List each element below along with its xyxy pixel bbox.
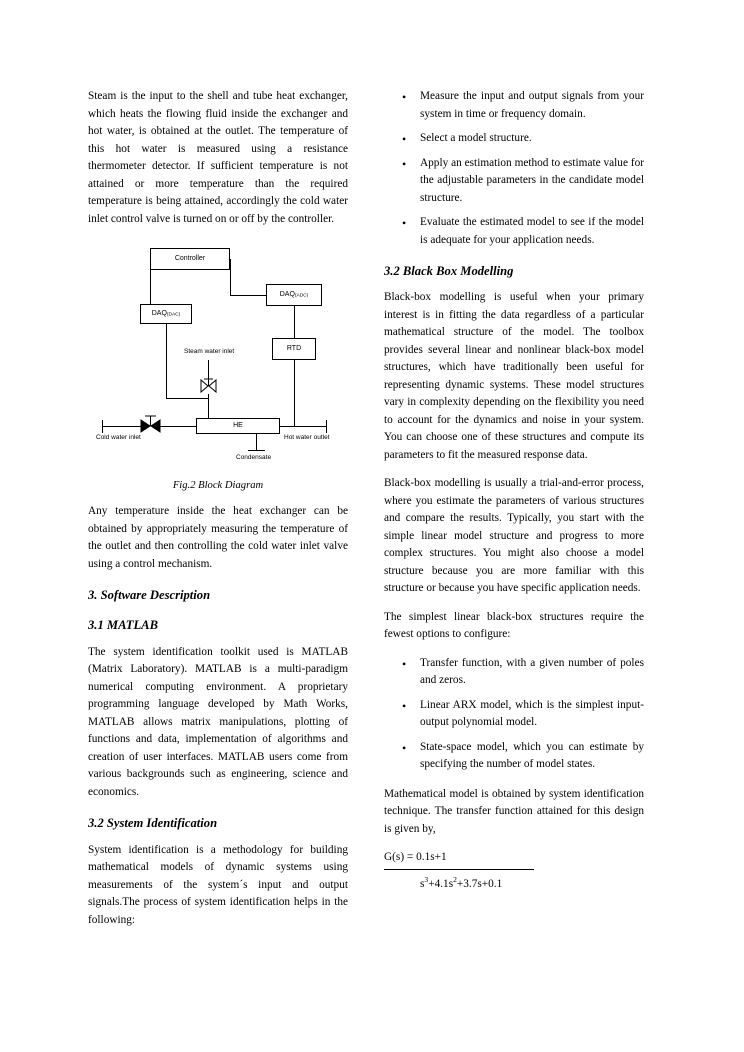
line-rtd-to-output	[294, 360, 295, 426]
line-controller-to-adc-v	[230, 259, 231, 295]
rtd-label: RTD	[286, 345, 302, 353]
diagram-block-rtd	[272, 338, 316, 360]
steam-valve-icon	[200, 378, 217, 394]
diagram-block-controller	[150, 248, 230, 270]
equation-numerator: G(s) = 0.1s+1	[384, 851, 447, 864]
intro-paragraph: Steam is the input to the shell and tube heat exchanger, which heats the flowing fluid inside the exchanger and hot water, is obtained at the outlet. The temperature of this hot water is measured using a resistance thermometer detector. If sufficient temperature is not attained or more temperature than the required temperature is being attained, accordingly the cold water inlet control valve is turned on or off by the controller.	[88, 90, 348, 225]
two-column-layout	[88, 88, 656, 1012]
right-column	[384, 88, 644, 1012]
den-tail: +3.7s+0.1	[456, 877, 503, 890]
daq-dac-label	[152, 310, 181, 318]
figure-caption: Fig.2 Block Diagram	[172, 480, 264, 491]
label-steam-water-inlet: Steam water inlet	[184, 348, 235, 355]
list-item: • Select a model structure.	[402, 130, 644, 148]
daq-adc-text: DAQ	[279, 291, 295, 299]
line-cold-inlet-cap	[102, 420, 103, 433]
list-item: • Measure the input and output signals from your system in time or frequency domain.	[402, 88, 644, 123]
left-column	[88, 88, 348, 1012]
heading-black-box-modelling: 3.2 Black Box Modelling	[384, 264, 514, 278]
list-item: • Apply an estimation method to estimate value for the adjustable parameters in the candidate model structure.	[402, 155, 644, 208]
line-valve-to-he	[160, 426, 196, 427]
label-cold-water-inlet: Cold water inlet	[96, 434, 141, 441]
daq-adc-sub: (ADC)	[294, 293, 309, 299]
line-steam-inlet-bottom	[208, 394, 209, 418]
blackbox-paragraph-2: Black-box modelling is usually a trial-and-error process, where you estimate the parameters of various structures and compare the results. Typically, you start with the simple linear model structure and progress to more complex structures. You might also choose a model structure because you are more familiar with this structure or because you have specific application needs.	[384, 477, 644, 595]
diagram-block-daq-adc	[266, 284, 322, 306]
list-item: • Linear ARX model, which is the simplest input-output polynomial model.	[402, 697, 644, 732]
he-label: HE	[233, 422, 243, 430]
system-identification-paragraph: System identification is a methodology for building mathematical models of dynamic systems using measurements of the system´s input and output signals.The process of system identification helps in the following:	[88, 843, 348, 926]
label-condensate: Condensate	[236, 454, 272, 461]
list-item: • Evaluate the estimated model to see if the model is adequate for your application needs.	[402, 214, 644, 249]
line-controller-to-dac	[150, 259, 151, 305]
transfer-function-equation	[384, 849, 644, 893]
line-adc-to-rtd	[294, 306, 295, 338]
block-diagram-figure	[88, 242, 348, 474]
label-hot-water-outlet: Hot water outlet	[284, 434, 330, 441]
blackbox-paragraph-1: Black-box modelling is useful when your primary interest is in fitting the data regardless of a particular mathematical structure of the model. The toolbox provides several linear and nonlinear black-box model structures, which have traditionally been useful for representing dynamic systems. These model structures vary in complexity depending on the flexibility you need to account for the dynamics and noise in your system. You can choose one of these structures and compute its parameters to fit the measured response data.	[384, 291, 644, 461]
list-item: • State-space model, which you can estimate by specifying the number of model states.	[402, 739, 644, 774]
den-prefix: s	[420, 877, 425, 890]
equation-fraction-bar	[384, 869, 534, 870]
line-dac-to-steam	[166, 398, 208, 399]
equation-denominator	[420, 874, 503, 890]
daq-dac-text: DAQ	[151, 310, 167, 318]
diagram-block-daq-dac	[140, 304, 192, 324]
daq-adc-label	[280, 291, 309, 299]
heading-system-identification: 3.2 System Identification	[88, 816, 218, 831]
heading-matlab: 3.1 MATLAB	[88, 618, 158, 633]
after-figure-paragraph: Any temperature inside the heat exchanger can be obtained by appropriately measuring the temperature of the outlet and then controlling the cold water inlet valve using a control mechanism.	[88, 505, 348, 570]
line-hot-outlet-cap	[326, 420, 327, 433]
line-dac-to-valve	[166, 324, 167, 398]
den-rest: +4.1s	[428, 877, 454, 890]
matlab-paragraph: The system identification toolkit used is MATLAB (Matrix Laboratory). MATLAB is a multi-paradigm numerical computing environment. A proprietary programming language developed by Math Works, MATLAB allows matrix manipulations, plotting of functions and data, implementation of algorithms and creation of user interfaces. MATLAB users come from various backgrounds such as engineering, science and economics.	[88, 645, 348, 798]
blackbox-paragraph-3: The simplest linear black-box structures require the fewest options to configure:	[384, 610, 644, 641]
den-exp1: 3	[424, 874, 429, 884]
line-steam-inlet-top	[208, 360, 209, 380]
diagram-block-he	[196, 418, 280, 434]
line-controller-to-adc-h	[230, 295, 267, 296]
daq-dac-sub: (DAC)	[166, 312, 181, 318]
controller-label: Controller	[174, 255, 206, 263]
list-item: • Transfer function, with a given number of poles and zeros.	[402, 655, 644, 690]
line-condensate	[256, 434, 257, 450]
line-condensate-cap	[248, 450, 265, 451]
cold-water-valve-icon	[140, 414, 162, 434]
sysid-steps-list	[384, 88, 644, 249]
structures-list	[384, 655, 644, 774]
den-exp2: 2	[453, 874, 457, 884]
heading-software-description: 3. Software Description	[88, 588, 211, 602]
math-model-paragraph: Mathematical model is obtained by system identification technique. The transfer function attained for this design is given by,	[384, 787, 644, 835]
line-hot-water-outlet	[280, 426, 326, 427]
line-cold-water-inlet	[102, 426, 142, 427]
